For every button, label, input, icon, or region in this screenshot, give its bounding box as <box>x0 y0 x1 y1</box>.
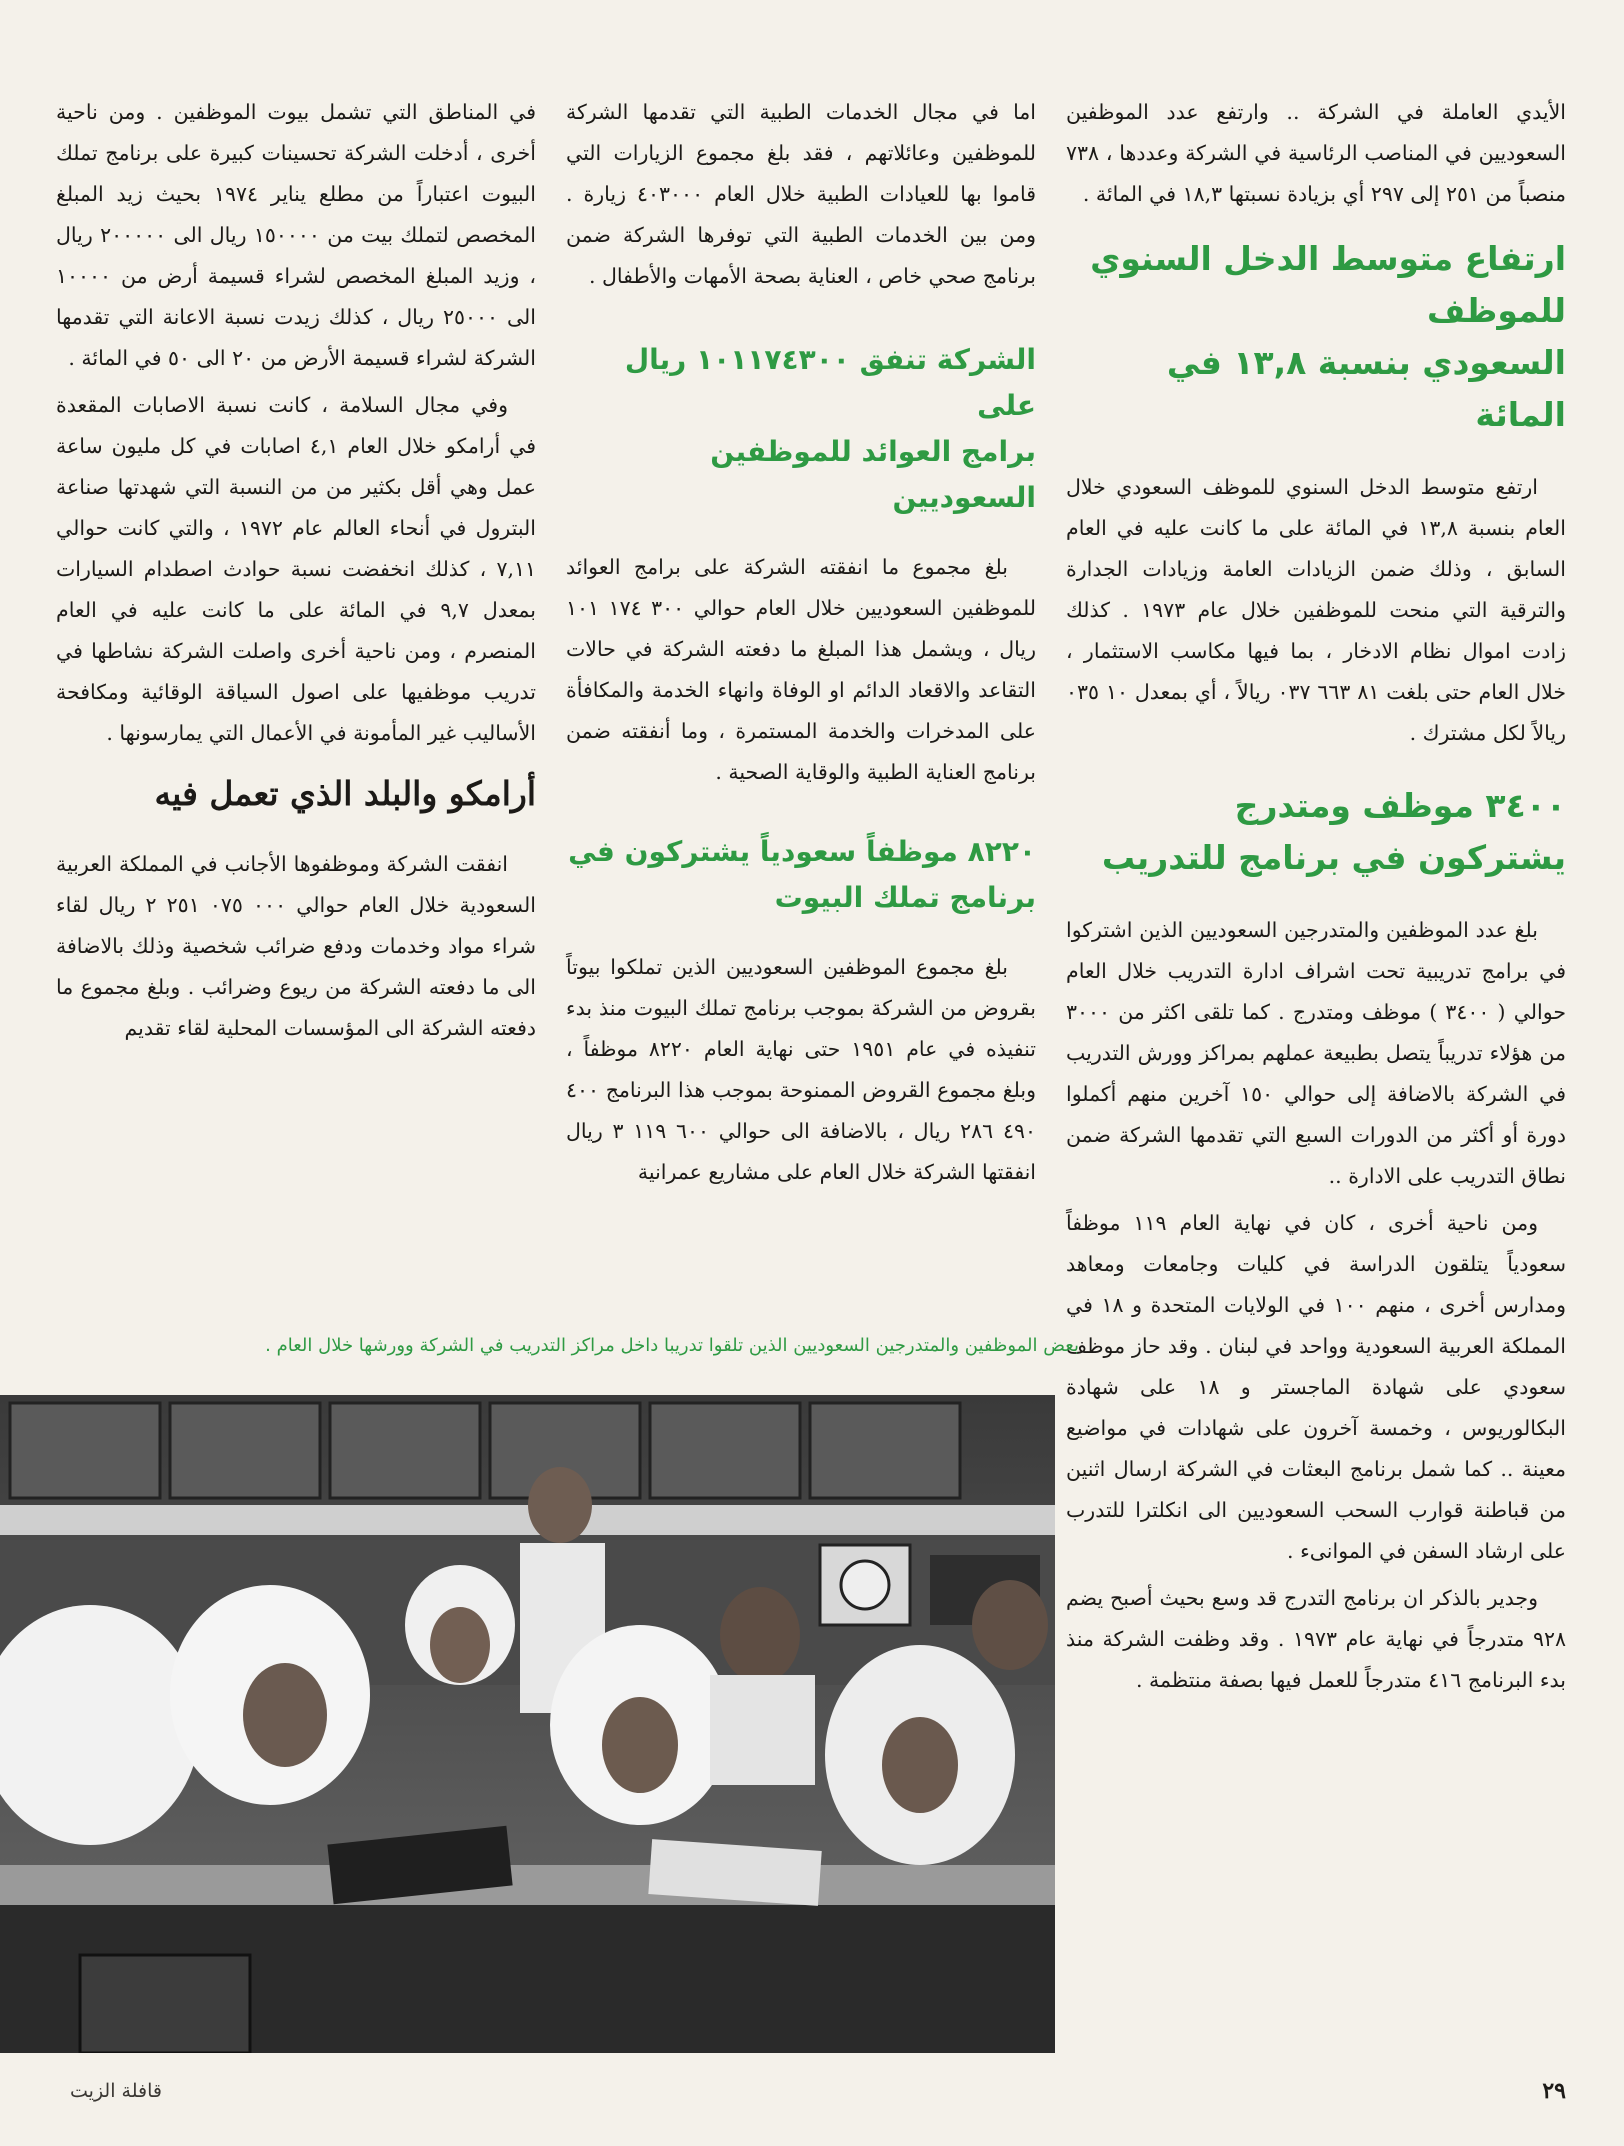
photo-caption: بعض الموظفين والمتدرجين السعوديين الذين تلقوا تدريبا داخل مراكز التدريب في الشركة وورشها خلال العام . <box>265 1335 1079 1356</box>
paragraph: اما في مجال الخدمات الطبية التي تقدمها الشركة للموظفين وعائلاتهم ، فقد بلغ مجموع الزيارات التي قاموا بها للعيادات الطبية خلال العام ٤٠٣٠٠٠ زيارة . ومن بين الخدمات الطبية التي توفرها الشركة ضمن برنامج صحي خاص ، العناية بصحة الأمهات والأطفال . <box>566 100 1036 288</box>
paragraph: بلغ عدد الموظفين والمتدرجين السعوديين الذين اشتركوا في برامج تدريبية تحت اشراف ادارة التدريب خلال العام حوالي ( ٣٤٠٠ ) موظف ومتدرج . كما تلقى اكثر من ٣٠٠٠ من هؤلاء تدريباً يتصل بطبيعة عملهم بمراكز وورش التدريب في الشركة بالاضافة إلى حوالي ١٥٠ آخرين منهم أكملوا دورة أو أكثر من الدورات السبع التي تقدمها الشركة ضمن نطاق التدريب على الادارة .. <box>1066 918 1567 1188</box>
column-middle <box>566 92 1036 1199</box>
heading-line: يشتركون في برنامج للتدريب <box>1101 838 1566 877</box>
heading-line: الشركة تنفق ١٠١١٧٤٣٠٠ ريال على <box>624 343 1036 422</box>
paragraph: الأيدي العاملة في الشركة .. وارتفع عدد الموظفين السعوديين في المناصب الرئاسية في الشركة وعددها ، ٧٣٨ منصباً من ٢٥١ إلى ٢٩٧ أي بزيادة نسبتها ١٨,٣ في المائة . <box>1066 100 1566 206</box>
paragraph: انفقت الشركة وموظفوها الأجانب في المملكة العربية السعودية خلال العام حوالي ٠٠٠ ٠٧٥ ٢٥١ ٢ ريال لقاء شراء مواد وخدمات ودفع ضرائب شخصية وذلك بالاضافة الى ما دفعته الشركة من ريوع وضرائب . وبلغ مجموع ما دفعته الشركة الى المؤسسات المحلية لقاء تقديم <box>56 852 536 1040</box>
paragraph: وجدير بالذكر ان برنامج التدرج قد وسع بحيث أصبح يضم ٩٢٨ متدرجاً في نهاية عام ١٩٧٣ . وقد وظفت الشركة منذ بدء البرنامج ٤١٦ متدرجاً للعمل فيها بصفة منتظمة . <box>1066 1586 1566 1692</box>
section-heading-training <box>1066 780 1566 884</box>
section-heading-housing <box>566 829 1036 921</box>
heading-line: ٨٢٢٠ موظفاً سعودياً يشتركون في <box>568 835 1036 868</box>
classroom-photo <box>0 1395 1055 2053</box>
page-number: ٢٩ <box>1542 2078 1566 2104</box>
paragraph: بلغ مجموع الموظفين السعوديين الذين تملكوا بيوتاً بقروض من الشركة بموجب برنامج تملك البيوت منذ بدء تنفيذه في عام ١٩٥١ حتى نهاية العام ٨٢٢٠ موظفاً ، وبلغ مجموع القروض الممنوحة بموجب هذا البرنامج ٤٠٠ ٤٩٠ ٢٨٦ ريال ، بالاضافة الى حوالي ٦٠٠ ١١٩ ٣ ريال انفقتها الشركة خلال العام على مشاريع عمرانية <box>566 955 1036 1184</box>
section-heading-benefits <box>566 337 1036 521</box>
section-heading-income <box>1066 233 1566 441</box>
paragraph: في المناطق التي تشمل بيوت الموظفين . ومن ناحية أخرى ، أدخلت الشركة تحسينات كبيرة على برنامج تملك البيوت اعتباراً من مطلع يناير ١٩٧٤ بحيث زيد المبلغ المخصص لتملك بيت من ١٥٠٠٠٠ ريال الى ٢٠٠٠٠٠ ريال ، وزيد المبلغ المخصص لشراء قسيمة أرض من ١٠٠٠٠ الى ٢٥٠٠٠ ريال ، كذلك زيدت نسبة الاعانة التي تقدمها الشركة لشراء قسيمة الأرض من ٢٠ الى ٥٠ في المائة . <box>56 100 536 370</box>
column-left <box>56 92 536 1055</box>
heading-line: ٣٤٠٠ موظف ومتدرج <box>1234 786 1566 825</box>
column-right <box>1066 92 1566 1707</box>
paragraph: ومن ناحية أخرى ، كان في نهاية العام ١١٩ موظفاً سعودياً يتلقون الدراسة في كليات وجامعات ومعاهد ومدارس أخرى ، منهم ١٠٠ في الولايات المتحدة و ١٨ في المملكة العربية السعودية وواحد في لبنان . وقد حاز موظف سعودي على شهادة الماجستر و ١٨ على شهادة البكالوريوس ، وخمسة آخرون على شهادات في مواضيع معينة .. كما شمل برنامج البعثات في الشركة ارسال اثنين من قباطنة قوارب السحب السعوديين الى انكلترا للتدرب على ارشاد السفن في الموانىء . <box>1066 1211 1566 1563</box>
heading-line: ارتفاع متوسط الدخل السنوي للموظف <box>1090 239 1566 330</box>
classroom-photo-image <box>0 1395 1055 2053</box>
paragraph: بلغ مجموع ما انفقته الشركة على برامج العوائد للموظفين السعوديين خلال العام حوالي ٣٠٠ ١٧٤ ١٠١ ريال ، ويشمل هذا المبلغ ما دفعته الشركة في حالات التقاعد والاقعاد الدائم او الوفاة وانهاء الخدمة والمكافأة على المدخرات والخدمة المستمرة ، وما أنفقته ضمن برنامج العناية الطبية والوقاية الصحية . <box>566 555 1036 784</box>
paragraph: ارتفع متوسط الدخل السنوي للموظف السعودي خلال العام بنسبة ١٣,٨ في المائة على ما كانت عليه في العام السابق ، وذلك ضمن الزيادات العامة وزيادات الجدارة والترقية التي منحت للموظفين خلال عام ١٩٧٣ . كذلك زادت اموال نظام الادخار ، بما فيها مكاسب الاستثمار ، خلال العام حتى بلغت ٨١ ٦٦٣ ٠٣٧ ريالاً ، أي بمعدل ١٠ ٠٣٥ ريالاً لكل مشترك . <box>1066 475 1567 745</box>
section-heading-aramco-country: أرامكو والبلد الذي تعمل فيه <box>154 774 536 813</box>
paragraph: وفي مجال السلامة ، كانت نسبة الاصابات المقعدة في أرامكو خلال العام ٤,١ اصابات في كل مليون ساعة عمل وهي أقل بكثير من من النسبة التي شهدتها صناعة البترول في أنحاء العالم عام ١٩٧٢ ، والتي كانت حوالي ٧,١١ ، كذلك انخفضت نسبة حوادث اصطدام السيارات بمعدل ٩,٧ في المائة على ما كانت عليه في العام المنصرم ، ومن ناحية أخرى واصلت الشركة نشاطها في تدريب موظفيها على اصول السياقة الوقائية ومكافحة الأساليب غير المأمونة في الأعمال التي يمارسونها . <box>56 393 536 745</box>
publication-name: قافلة الزيت <box>70 2080 162 2102</box>
heading-line: برامج العوائد للموظفين السعوديين <box>710 435 1036 514</box>
heading-line: السعودي بنسبة ١٣,٨ في المائة <box>1166 343 1566 434</box>
heading-line: برنامج تملك البيوت <box>774 881 1036 914</box>
